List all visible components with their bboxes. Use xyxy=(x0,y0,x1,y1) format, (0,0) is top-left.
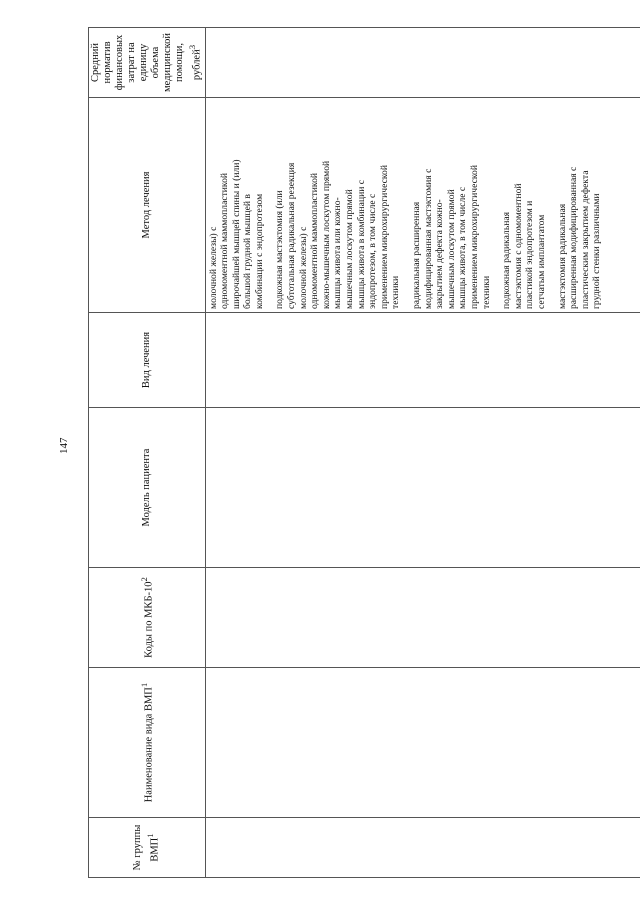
vmp-table xyxy=(88,27,640,878)
method-item: радикальная расширенная модифицированная мастэктомия с закрытием дефекта кожно- мышечным лоскутом прямой мышцы живота, в том числе с применением микрохирургической техники xyxy=(411,165,492,309)
page-number: 147 xyxy=(58,437,70,454)
method-item: мастэктомия радикальная расширенная модифицированная с пластическим закрытием дефекта грудной стенки различными xyxy=(556,166,603,309)
table-header-row xyxy=(89,28,206,878)
cell-treatment-type xyxy=(205,313,640,408)
method-item: подкожная мастэктомия (или субтотальная радикальная резекция молочной железы) с одномоментной маммопластикой кожно-мышечным лоскутом прямой мышцы живота или кожно- мышечным лоскутом прямой мышцы живота в комбинации с эндопротезом, в том числе с применением микрохирургической техники xyxy=(274,160,402,309)
cell-avg-cost xyxy=(205,28,640,98)
method-item: подкожная радикальная мастэктомия с одномоментной пластикой эндопротезом и сетчатым имплантатом xyxy=(501,183,547,309)
header-vmp-name: Наименование вида ВМП$^1$ xyxy=(89,668,206,818)
cell-group-no xyxy=(205,818,640,878)
header-group-no: № группы ВМП$^1$ xyxy=(89,818,206,878)
header-patient-model: Модель пациента xyxy=(89,408,206,568)
header-treatment-method: Метод лечения xyxy=(89,98,206,313)
cell-patient-model xyxy=(205,408,640,568)
cell-vmp-name xyxy=(205,668,640,818)
table-row xyxy=(205,28,640,878)
header-icd-codes: Коды по МКБ-$10^2$ xyxy=(89,568,206,668)
header-avg-cost: Средний норматив финансовых затрат на единицу объема медицинской помощи, рублей$^3$ xyxy=(89,28,206,98)
cell-treatment-method xyxy=(205,98,640,313)
cell-icd-codes xyxy=(205,568,640,668)
method-item: молочной железы) с одномоментной маммопластикой широчайшей мышцей спины и (или) большой грудной мышцей в комбинации с эндопротезом xyxy=(207,159,265,309)
rotated-table-container xyxy=(88,28,608,878)
header-treatment-type: Вид лечения xyxy=(89,313,206,408)
